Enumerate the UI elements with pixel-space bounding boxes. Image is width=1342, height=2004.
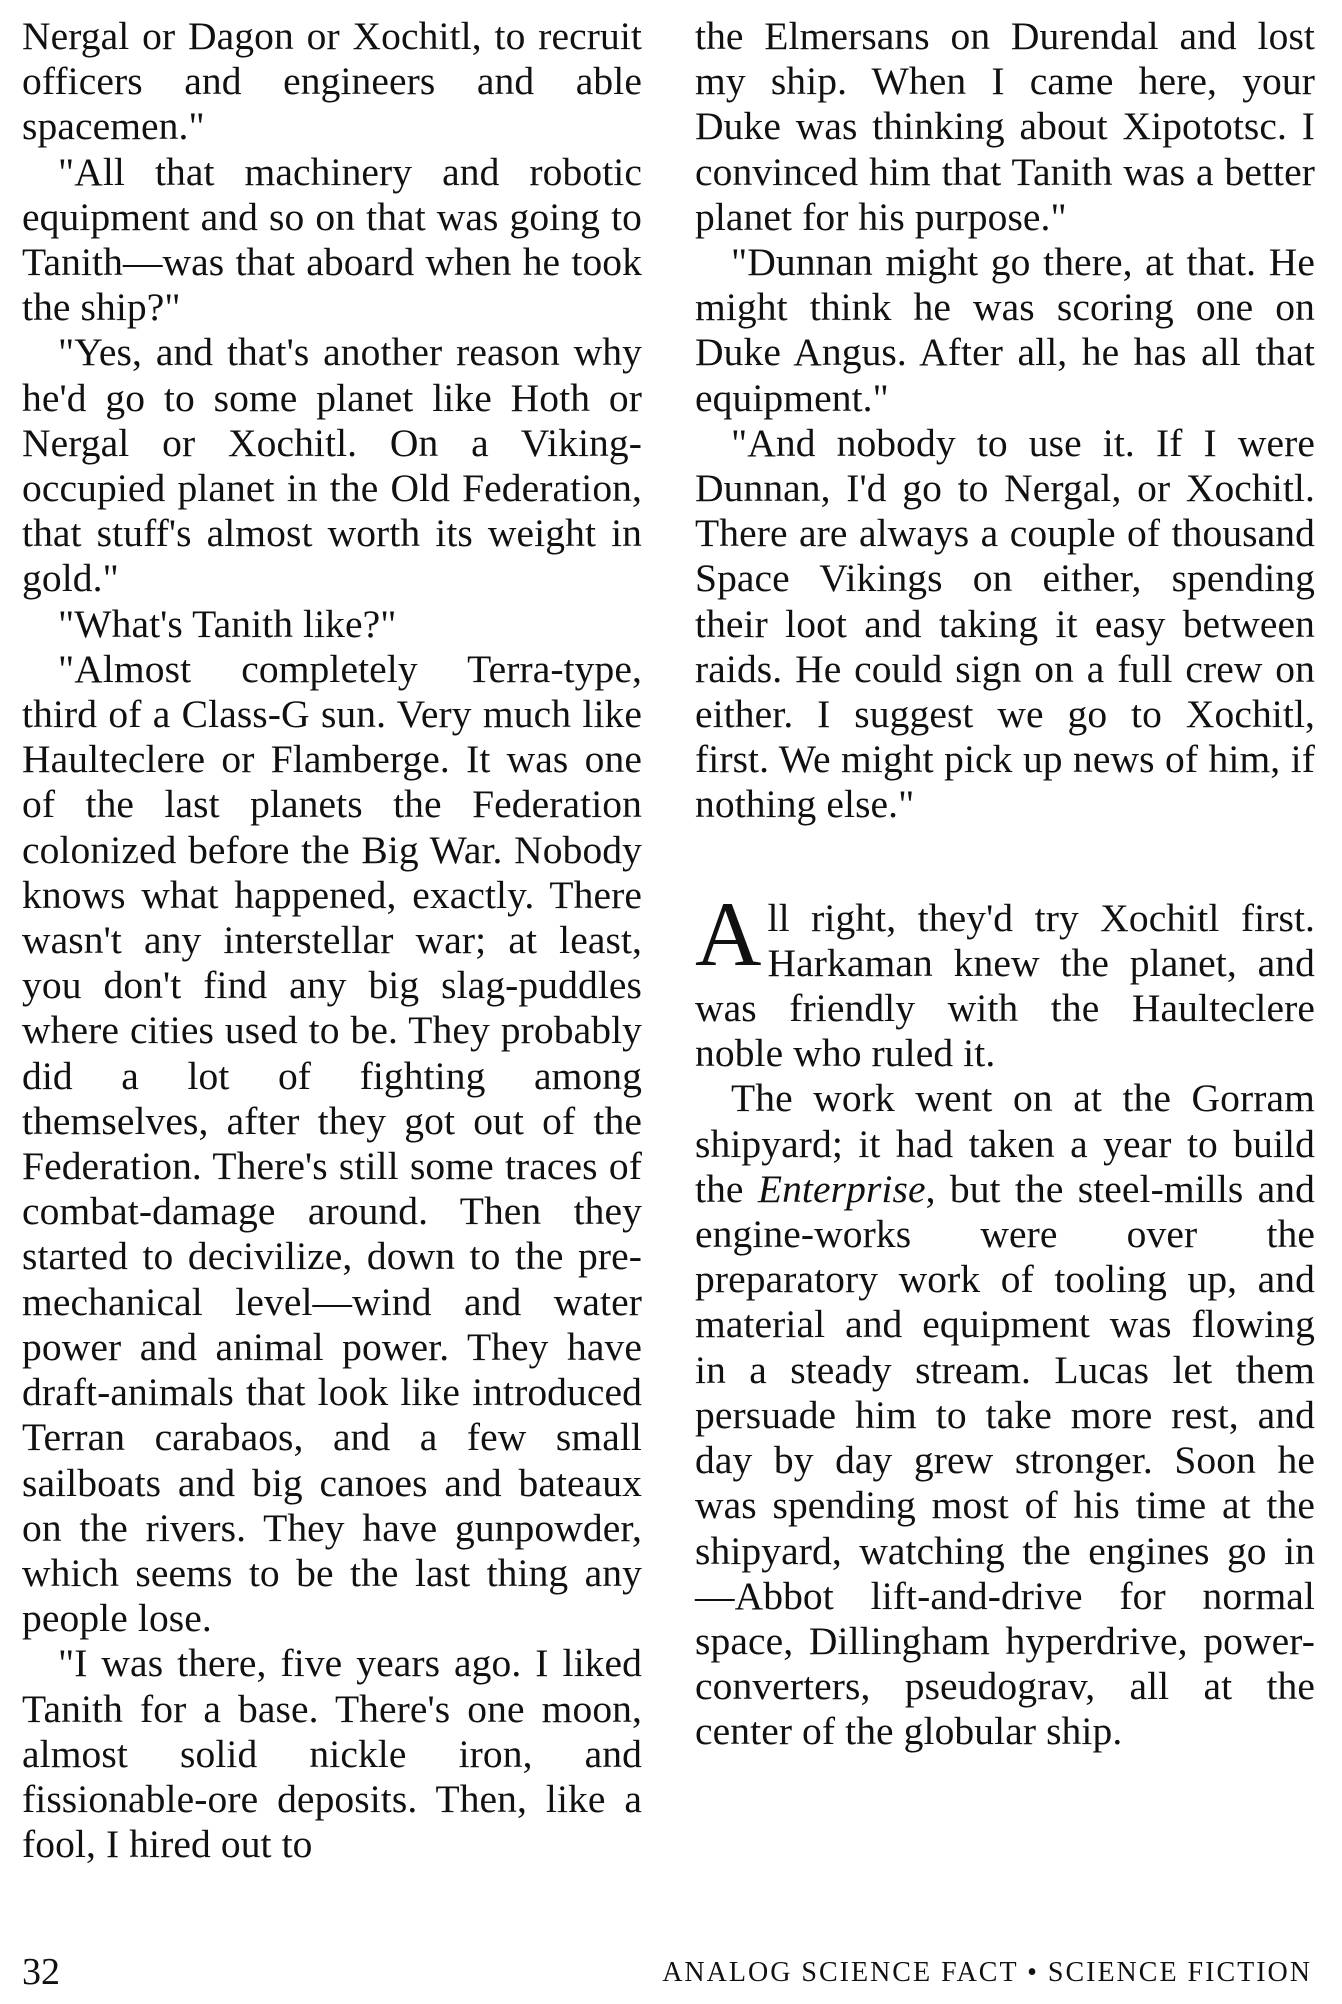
paragraph: "Yes, and that's another reason why he'd go to some planet like Hoth or Nergal or Xochitl. On a Viking-occupied planet in the Old Federation, that stuff's almost worth its weight in gold." <box>22 330 642 601</box>
magazine-title-footer: ANALOG SCIENCE FACT • SCIENCE FICTION <box>662 1957 1312 1988</box>
page-number: 32 <box>22 1951 60 1993</box>
paragraph-text-after: , but the steel-mills and engine-works were over the preparatory work of tooling up, and material and equipment was flowing in a steady stream. Lucas let them persuade him to take more rest, and day by day grew stronger. Soon he was spending most of his time at the shipyard, watching the engines go in—Abbot lift-and-drive for normal space, Dillingham hyperdrive, power-converters, pseudograv, all at the center of the globular ship. <box>695 1166 1315 1754</box>
section-opening-text: ll right, they'd try Xochitl first. Harkaman knew the planet, and was friendly with the Haulteclere noble who ruled it. <box>695 895 1315 1076</box>
paragraph <box>695 1076 1315 1754</box>
paragraph: "I was there, five years ago. I liked Tanith for a base. There's one moon, almost solid nickle iron, and fissionable-ore deposits. Then, like a fool, I hired out to <box>22 1641 642 1867</box>
paragraph: Nergal or Dagon or Xochitl, to recruit officers and engineers and able spacemen." <box>22 14 642 149</box>
paragraph: "What's Tanith like?" <box>58 601 397 646</box>
paragraph: "And nobody to use it. If I were Dunnan, I'd go to Nergal, or Xochitl. There are always a couple of thousand Space Vikings on either, spending their loot and taking it easy between raids. He could sign on a full crew on either. I suggest we go to Xochitl, first. We might pick up news of him, if nothing else." <box>695 420 1315 827</box>
paragraph: "All that machinery and robotic equipment and so on that was going to Tanith—was that aboard when he took the ship?" <box>22 149 642 330</box>
ship-name-italic: Enterprise <box>757 1166 926 1211</box>
drop-cap: A <box>695 882 762 985</box>
paragraph-text-before: The work went on at the Gorram shipyard; it had taken a year to build the <box>695 1076 1315 1211</box>
section-opening-paragraph <box>695 882 1315 1077</box>
paragraph: "Dunnan might go there, at that. He might think he was scoring one on Duke Angus. After all, he has all that equipment." <box>695 240 1315 420</box>
paragraph: the Elmersans on Durendal and lost my ship. When I came here, your Duke was thinking about Xipototsc. I convinced him that Tanith was a better planet for his purpose." <box>695 14 1315 239</box>
right-column <box>695 14 1315 1755</box>
left-column <box>22 14 642 1867</box>
paragraph: "Almost completely Terra-type, third of a Class-G sun. Very much like Haulteclere or Flamberge. It was one of the last planets the Federation colonized before the Big War. Nobody knows what happened, exactly. There wasn't any interstellar war; at least, you don't find any big slag-puddles where cities used to be. They probably did a lot of fighting among themselves, after they got out of the Federation. There's still some traces of combat-damage around. Then they started to decivilize, down to the pre-mechanical level—wind and water power and animal power. They have draft-animals that look like introduced Terran carabaos, and a few small sailboats and big canoes and bateaux on the rivers. They have gunpowder, which seems to be the last thing any people lose. <box>22 646 642 1641</box>
